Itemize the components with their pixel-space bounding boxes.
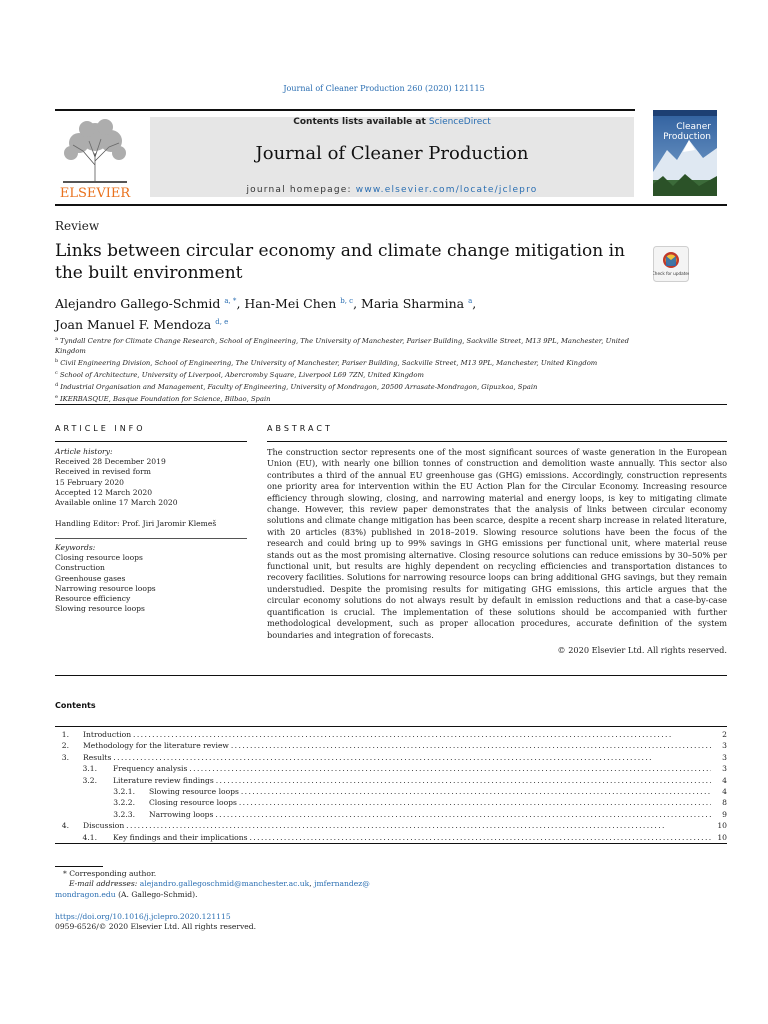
toc-entry-number: 1.: [61, 730, 69, 739]
journal-title: Journal of Cleaner Production: [255, 143, 529, 164]
toc-entry-page: 4: [713, 786, 727, 797]
author-name[interactable]: Joan Manuel F. Mendoza: [55, 317, 212, 332]
journal-homepage: [150, 185, 634, 195]
toc-entry[interactable]: [55, 752, 727, 763]
journal-citation[interactable]: Journal of Cleaner Production 260 (2020) 121115: [283, 84, 485, 93]
sciencedirect-link[interactable]: ScienceDirect: [428, 117, 491, 127]
homepage-link[interactable]: www.elsevier.com/locate/jclepro: [355, 185, 538, 195]
email-line-continued: [55, 890, 455, 900]
abstract-bottom-rule: [55, 675, 727, 676]
affiliation-item: [55, 334, 655, 356]
copyright-notice: © 2020 Elsevier Ltd. All rights reserved.: [557, 645, 727, 655]
toc-entry-label[interactable]: Literature review findings . . .: [113, 775, 711, 786]
article-history-label: Article history:: [55, 447, 113, 456]
toc-entry-page: 2: [713, 729, 727, 740]
toc-entry-number: 3.2.3.: [113, 809, 135, 819]
article-history: [55, 447, 255, 508]
table-of-contents: [55, 726, 727, 844]
cover-title-line1: Cleaner: [676, 122, 711, 132]
cover-title-line2: Production: [663, 132, 711, 142]
affiliation-key: d: [55, 382, 59, 388]
elsevier-wordmark: ELSEVIER: [59, 186, 131, 199]
affiliation-item: [55, 368, 655, 380]
keyword-item: Closing resource loops: [55, 553, 143, 563]
toc-entry[interactable]: [55, 740, 727, 751]
crossmark-check-for-updates[interactable]: [653, 246, 689, 282]
toc-entry[interactable]: [55, 797, 727, 808]
toc-entry[interactable]: [55, 729, 727, 740]
article-type: Review: [55, 219, 100, 233]
toc-entry-number: 4.1.: [82, 832, 97, 842]
elsevier-tree-icon: [55, 113, 135, 199]
email-line: E-mail addresses: alejandro.gallegoschmid@manchester.ac.uk, jmfernandez@: [69, 879, 370, 889]
article-title: Links between circular economy and climate change mitigation in the built environment: [55, 241, 625, 283]
toc-entry-number: 3.2.1.: [113, 786, 135, 796]
toc-entry[interactable]: [55, 832, 727, 843]
author-affiliation-marker[interactable]: a, *: [224, 297, 237, 305]
history-item: Available online 17 March 2020: [55, 498, 178, 508]
toc-entry-label[interactable]: Introduction . . .: [83, 729, 711, 740]
toc-entry-page: 10: [713, 820, 727, 831]
email-label: E-mail addresses:: [69, 879, 138, 889]
keyword-item: Resource efficiency: [55, 594, 131, 604]
email-link[interactable]: jmfernandez@: [314, 879, 370, 889]
corresponding-author-note: * Corresponding author.: [63, 869, 157, 878]
affiliation-text: Tyndall Centre for Climate Change Research, School of Engineering, The University of Manchester, Pariser Building, Sackville Street, M13 9PL, Manchester, United Kingdom: [55, 337, 629, 355]
keyword-item: Narrowing resource loops: [55, 583, 156, 593]
keywords-label: Keywords:: [55, 543, 96, 552]
affiliation-text: IKERBASQUE, Basque Foundation for Science, Bilbao, Spain: [59, 395, 271, 403]
abstract-text: The construction sector represents one of the most significant sources of waste generation in the European Union (EU), with nearly one billion tonnes of construction and demolition waste annually. This sector also contributes a third of the annual EU greenhouse gas (GHG) emissions. Accordingly, construction represents one priority area for intervention within the EU Action Plan for the Circular Economy. Increasing resource efficiency through slowing, closing, and narrowing material and energy loops, is key to mitigating climate change. However, this review paper demonstrates that the analysis of links between circular economy solutions and climate change mitigation has been scarce, despite a recent sharp increase in related literature, with 20 articles (83%) published in 2018–2019. Slowing resource solutions have been the focus of the research and could bring up to 99% savings in GHG emissions per functional unit, where material reuse stands out as the most promising alternative. Closing resource solutions can reduce emissions by 30–50% per functional unit, but results are highly dependent on recycling efficiencies and transportation distances to recovery facilities. Solutions for narrowing resource loops can bring additional GHG savings, but they remain understudied. Despite the promising results for mitigating GHG emissions, this article argues that the circular economy solutions do not always result by default in emission reductions and that a case-by-case quantification is crucial. The implementation of these solutions should be accompanied with further methodological development, such as proper allocation procedures, accurate definition of the system boundaries and integration of forecasts.: [267, 447, 727, 640]
doi-link[interactable]: https://doi.org/10.1016/j.jclepro.2020.121115: [55, 912, 231, 921]
elsevier-logo[interactable]: [55, 113, 135, 199]
toc-entry-number: 2.: [61, 741, 69, 751]
author-affiliation-marker[interactable]: a: [468, 297, 473, 305]
affiliation-item: [55, 380, 655, 392]
author-name[interactable]: Maria Sharmina: [361, 296, 465, 311]
toc-entry-label[interactable]: Closing resource loops . . .: [149, 797, 711, 808]
history-item: Received in revised form: [55, 467, 151, 477]
toc-entry[interactable]: [55, 763, 727, 774]
affiliation-key: b: [55, 358, 59, 364]
author-list: Alejandro Gallego-Schmid $^{a, *}$, Han-Mei Chen $^{b, c}$, Maria Sharmina $^a$, Joan Manuel F. Mendoza $^{d, e}$: [55, 296, 477, 332]
issn-copyright: 0959-6526/© 2020 Elsevier Ltd. All rights reserved.: [55, 922, 257, 932]
affiliation-key: e: [55, 394, 58, 400]
toc-entry-page: 4: [713, 775, 727, 786]
keywords-rule: [55, 538, 247, 539]
toc-entry-number: 3.2.: [82, 775, 97, 785]
toc-entry-number: 3.: [61, 752, 69, 762]
toc-entry-label[interactable]: Frequency analysis . . .: [113, 763, 711, 774]
masthead-top-rule: [55, 109, 635, 111]
author-name[interactable]: Han-Mei Chen: [244, 296, 337, 311]
email-link-continued[interactable]: mondragon.edu: [55, 889, 116, 899]
footnote-rule: [55, 866, 103, 867]
toc-entry[interactable]: [55, 820, 727, 831]
toc-entry-page: 3: [713, 740, 727, 751]
homepage-prefix: journal homepage:: [246, 185, 356, 195]
toc-entry[interactable]: [55, 809, 727, 820]
toc-entry-label[interactable]: Discussion . . .: [83, 820, 711, 831]
contents-available-prefix: Contents lists available at: [293, 117, 429, 127]
email-suffix: (A. Gallego-Schmid).: [118, 889, 198, 899]
affiliation-text: Industrial Organisation and Management, Faculty of Engineering, University of Mondragon, 20500 Arrasate-Mondragon, Gipuzkoa, Spain: [60, 383, 538, 391]
author-affiliation-marker[interactable]: d, e: [215, 318, 229, 326]
journal-cover[interactable]: [653, 110, 717, 196]
article-info-heading: ARTICLE INFO: [55, 424, 146, 433]
footnotes: [55, 869, 455, 900]
toc-entry[interactable]: [55, 775, 727, 786]
contents-available: [150, 117, 634, 127]
keywords: [55, 543, 255, 614]
toc-entry-number: 3.2.2.: [113, 798, 135, 808]
toc-entry-label[interactable]: Results . . .: [83, 752, 711, 763]
article-info-rule: [55, 441, 247, 442]
toc-entry[interactable]: [55, 786, 727, 797]
author-affiliation-marker[interactable]: b, c: [340, 297, 354, 305]
doi-block: [55, 912, 455, 933]
affiliation-item: [55, 392, 655, 404]
crossmark-label: Check for updates: [653, 271, 689, 276]
keyword-item: Slowing resource loops: [55, 604, 145, 614]
affiliation-key: c: [55, 370, 58, 376]
history-item: 15 February 2020: [55, 477, 124, 487]
toc-entry-page: 8: [713, 797, 727, 808]
contents-title: Contents: [55, 701, 96, 710]
toc-entry-label[interactable]: Narrowing loops . . .: [149, 809, 711, 820]
email-link[interactable]: alejandro.gallegoschmid@manchester.ac.uk: [139, 879, 310, 889]
keyword-item: Greenhouse gases: [55, 573, 126, 583]
handling-editor: Handling Editor: Prof. Jiri Jaromir Klemeš: [55, 519, 217, 528]
toc-entry-number: 3.1.: [82, 764, 97, 774]
crossmark-icon: [653, 246, 689, 282]
history-item: Received 28 December 2019: [55, 457, 166, 467]
toc-entry-page: 9: [713, 809, 727, 820]
toc-entry-page: 10: [713, 832, 727, 843]
toc-entry-page: 3: [713, 752, 727, 763]
abstract-rule: [267, 441, 727, 442]
toc-entry-page: 3: [713, 763, 727, 774]
keyword-item: Construction: [55, 563, 105, 573]
history-item: Accepted 12 March 2020: [55, 487, 153, 497]
affiliations-divider: [55, 404, 727, 405]
toc-entry-label[interactable]: Key findings and their implications . . .: [113, 832, 711, 843]
author-name[interactable]: Alejandro Gallego-Schmid: [55, 296, 221, 311]
masthead-bottom-rule: [55, 204, 727, 206]
affiliations: [55, 334, 655, 404]
abstract-heading: ABSTRACT: [267, 424, 333, 433]
affiliation-text: Civil Engineering Division, School of Engineering, The University of Manchester, Pariser Building, Sackville Street, M13 9PL, Manchester, United Kingdom: [60, 359, 598, 367]
affiliation-text: School of Architecture, University of Liverpool, Abercromby Square, Liverpool L69 7ZN, United Kingdom: [59, 371, 424, 379]
toc-entry-number: 4.: [61, 821, 69, 831]
affiliation-key: a: [55, 336, 58, 342]
toc-entry-label[interactable]: Slowing resource loops . . .: [149, 786, 711, 797]
toc-entry-label[interactable]: Methodology for the literature review . . .: [83, 740, 711, 751]
journal-cover-image: [653, 110, 717, 196]
affiliation-item: [55, 356, 655, 368]
